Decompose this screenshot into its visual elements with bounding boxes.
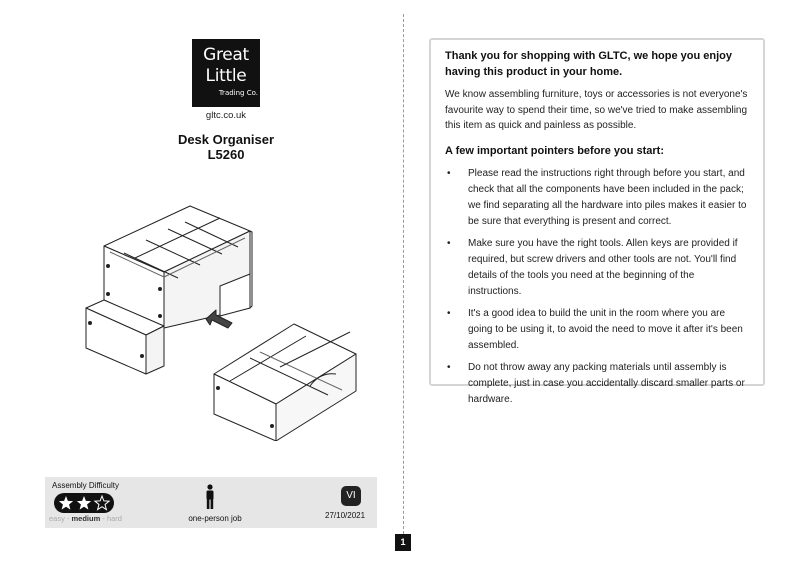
document-date: 27/10/2021	[325, 511, 366, 520]
bullet-icon: •	[447, 361, 451, 373]
notice-heading: Thank you for shopping with GLTC, we hope you enjoy having this product in your home.	[445, 50, 733, 78]
welcome-notice-box	[429, 38, 765, 405]
difficulty-scale	[49, 514, 122, 523]
person-icon	[204, 484, 216, 510]
language-badge: VI	[341, 486, 361, 506]
website-url: gltc.co.uk	[205, 110, 247, 121]
logo-line-2: Little	[205, 66, 247, 86]
scale-easy: easy	[49, 514, 65, 523]
notice-intro: We know assembling furniture, toys or accessories is not everyone's favourite way to spend their time, so we've tried to make assembling this item as quick and painless as possible.	[445, 89, 748, 131]
difficulty-label: Assembly Difficulty	[52, 481, 119, 490]
desk-organiser-illustration	[80, 196, 360, 441]
brand-logo	[192, 39, 260, 107]
pointer-text: It's a good idea to build the unit in the room where you are going to be using it, to avoid the need to move it after it's been assembled.	[468, 307, 743, 351]
pointer-text: Do not throw away any packing materials until assembly is complete, just in case you accidentally discard smaller parts or hardware.	[468, 361, 745, 405]
product-name: Desk Organiser	[177, 132, 275, 147]
assembly-info-bar	[45, 477, 377, 528]
pointer-item	[445, 166, 749, 230]
page-number: 1	[395, 534, 411, 551]
scale-hard: hard	[106, 514, 122, 523]
pointers-heading: A few important pointers before you start:	[445, 144, 665, 157]
pointer-text: Make sure you have the right tools. Allen keys are provided if required, but screw drivers and other tools are not. You'll find details of the tools you need at the beginning of the instructions.	[468, 237, 738, 297]
job-label: one-person job	[188, 514, 242, 523]
drawer-tray-drawing	[214, 324, 356, 441]
pointer-text: Please read the instructions right through before you start, and check that all the components have been included in the pack; we find separating all the hardware into piles makes it easier to be sure that everything is present and correct.	[468, 167, 747, 227]
product-code: L5260	[207, 147, 245, 162]
scale-medium: medium	[71, 514, 101, 523]
logo-line-1: Great	[203, 45, 249, 65]
pointers-list	[445, 166, 749, 408]
pointer-item	[445, 306, 749, 354]
pointer-item	[445, 360, 749, 408]
scale-separator: -	[64, 514, 72, 523]
logo-line-3: Trading Co.	[218, 89, 258, 97]
pointer-item	[445, 236, 749, 300]
product-title	[140, 132, 312, 162]
bullet-icon: •	[447, 307, 451, 319]
difficulty-stars	[54, 493, 114, 513]
scale-separator: -	[100, 514, 107, 523]
bullet-icon: •	[447, 237, 451, 249]
bullet-icon: •	[447, 167, 451, 179]
